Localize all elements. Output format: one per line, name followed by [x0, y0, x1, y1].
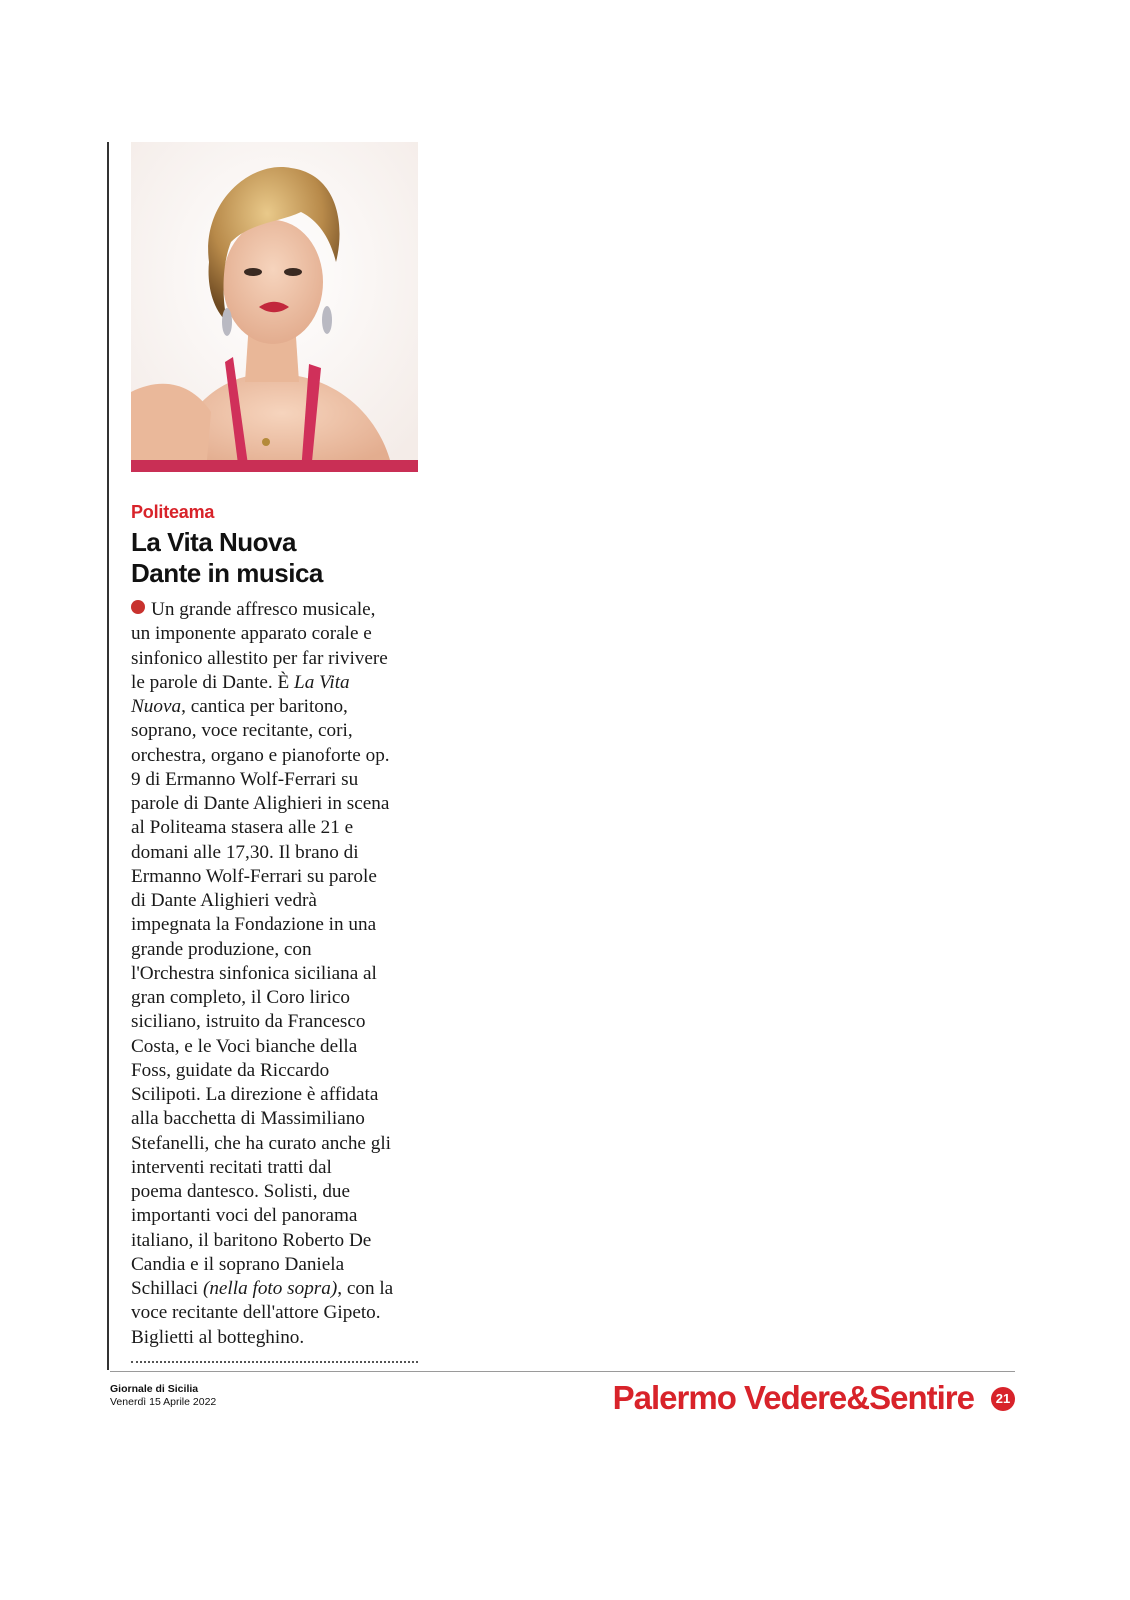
section-title: Palermo Vedere&Sentire	[612, 1379, 974, 1416]
body-line	[131, 768, 426, 792]
body-line-text: voce recitante dell'attore Gipeto.	[131, 1302, 381, 1324]
body-line-text: alla bacchetta di Massimiliano	[131, 1108, 365, 1130]
portrait-photo-image	[131, 142, 418, 472]
body-line	[131, 1277, 426, 1301]
headline-line: Dante in musica	[131, 558, 323, 588]
body-line	[131, 1180, 426, 1204]
body-line	[131, 816, 426, 840]
headline-line: La Vita Nuova	[131, 527, 296, 557]
body-line	[131, 1059, 426, 1083]
body-line	[131, 695, 426, 719]
body-line-text: Schillaci (nella foto sopra), con la	[131, 1278, 394, 1299]
publication-date: Venerdì 15 Aprile 2022	[110, 1396, 217, 1408]
body-line	[131, 1326, 426, 1350]
body-line-text: grande produzione, con	[131, 938, 312, 960]
body-line	[131, 986, 426, 1010]
footer-divider	[110, 1371, 1015, 1372]
body-line-text: parole di Dante Alighieri in scena	[131, 793, 390, 814]
body-line	[131, 598, 426, 622]
body-line	[131, 647, 426, 671]
body-line	[131, 865, 426, 889]
body-line-text: siciliano, istruito da Francesco	[131, 1011, 366, 1033]
article-body	[131, 598, 426, 1350]
column-rule	[107, 142, 109, 1370]
body-line-text: Costa, e le Voci bianche della	[131, 1035, 358, 1057]
body-line-text: Ermanno Wolf-Ferrari su parole	[131, 865, 377, 887]
body-line-text: Candia e il soprano Daniela	[131, 1253, 345, 1275]
body-line	[131, 622, 426, 646]
body-line	[131, 1204, 426, 1228]
body-line	[131, 719, 426, 743]
body-line-text: soprano, voce recitante, cori,	[131, 720, 353, 742]
body-line-text: 9 di Ermanno Wolf-Ferrari su	[131, 768, 359, 790]
body-line	[131, 1010, 426, 1034]
body-line-text: Foss, guidate da Riccardo	[131, 1059, 330, 1081]
body-line	[131, 938, 426, 962]
body-line	[131, 1083, 426, 1107]
body-line	[131, 889, 426, 913]
article-headline	[131, 527, 431, 589]
article-kicker: Politeama	[131, 502, 215, 522]
body-line	[131, 1035, 426, 1059]
body-line-text: impegnata la Fondazione in una	[131, 914, 377, 936]
body-line-text: importanti voci del panorama	[131, 1205, 358, 1227]
newspaper-name: Giornale di Sicilia	[110, 1383, 199, 1395]
portrait-photo	[131, 142, 418, 472]
body-line-text: un imponente apparato corale e	[131, 623, 372, 645]
body-line-text: Stefanelli, che ha curato anche gli	[131, 1132, 391, 1154]
body-line-text: Un grande affresco musicale,	[151, 599, 376, 620]
body-line	[131, 841, 426, 865]
body-line-text: Biglietti al botteghino.	[131, 1326, 305, 1348]
bullet-icon	[131, 600, 145, 614]
body-line	[131, 1107, 426, 1131]
body-line	[131, 1229, 426, 1253]
body-line	[131, 792, 426, 816]
body-line-text: poema dantesco. Solisti, due	[131, 1181, 351, 1202]
body-line-text: interventi recitati tratti dal	[131, 1156, 332, 1178]
body-line	[131, 744, 426, 768]
body-line-text: sinfonico allestito per far rivivere	[131, 647, 388, 669]
body-line-text: orchestra, organo e pianoforte op.	[131, 744, 390, 766]
body-line-text: le parole di Dante. È La Vita	[131, 671, 350, 693]
body-line	[131, 913, 426, 937]
page-number-badge: 21	[991, 1387, 1015, 1411]
body-line-text: di Dante Alighieri vedrà	[131, 890, 317, 911]
body-line-text: Nuova, cantica per baritono,	[131, 696, 348, 717]
body-line-text: gran completo, il Coro lirico	[131, 987, 351, 1008]
body-line	[131, 1156, 426, 1180]
body-line	[131, 1253, 426, 1277]
body-line-text: l'Orchestra sinfonica siciliana al	[131, 962, 377, 984]
body-line-text: al Politeama stasera alle 21 e	[131, 817, 354, 839]
body-line	[131, 1301, 426, 1325]
body-line-text: Scilipoti. La direzione è affidata	[131, 1084, 379, 1105]
body-line-text: domani alle 17,30. Il brano di	[131, 841, 359, 863]
dotted-divider	[131, 1361, 418, 1363]
body-line	[131, 962, 426, 986]
body-line	[131, 671, 426, 695]
body-line	[131, 1132, 426, 1156]
body-line-text: italiano, il baritono Roberto De	[131, 1229, 372, 1251]
